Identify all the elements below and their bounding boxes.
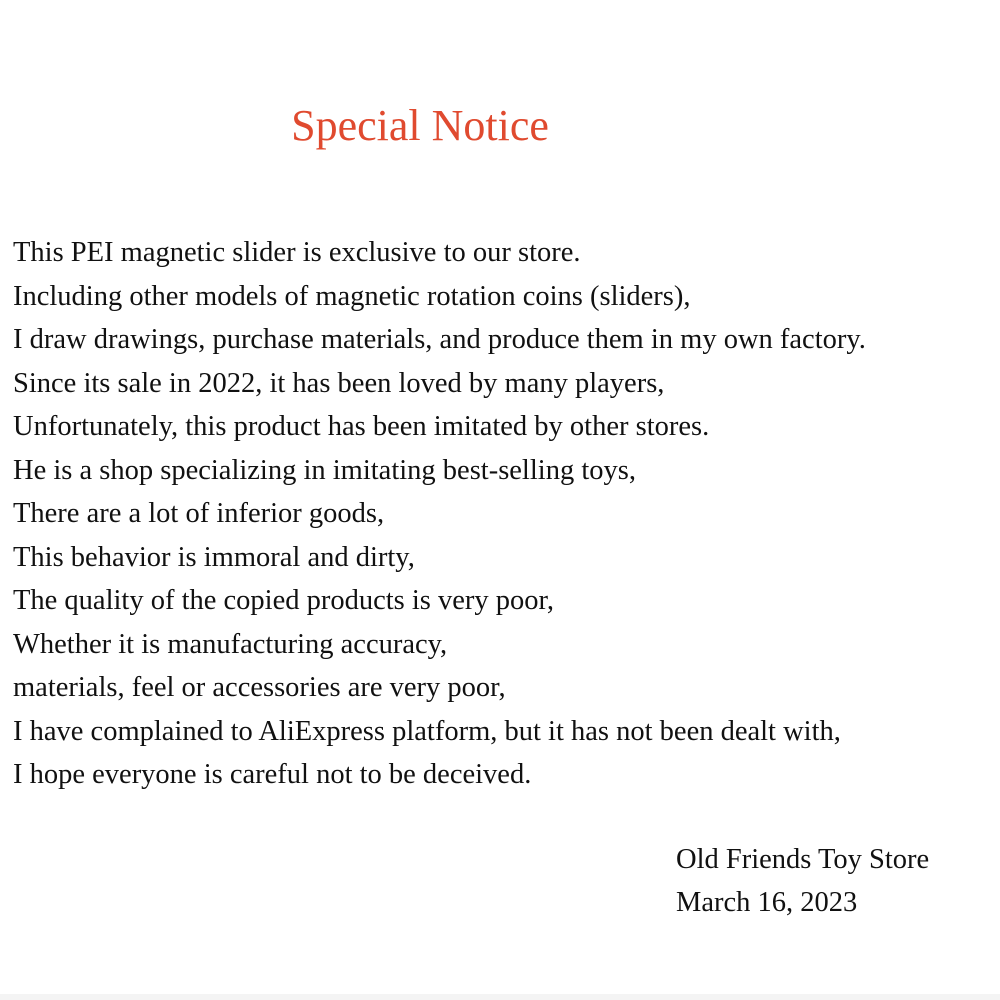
signature-block <box>676 838 929 924</box>
notice-line: Since its sale in 2022, it has been loved by many players, <box>13 367 665 399</box>
notice-line: Unfortunately, this product has been imitated by other stores. <box>13 411 710 442</box>
bottom-divider <box>0 994 1000 1000</box>
notice-body <box>13 231 988 797</box>
notice-line: The quality of the copied products is very poor, <box>13 585 555 616</box>
notice-line: I draw drawings, purchase materials, and produce them in my own factory. <box>13 324 866 355</box>
notice-line: This PEI magnetic slider is exclusive to our store. <box>13 237 581 268</box>
notice-line: There are a lot of inferior goods, <box>13 498 385 529</box>
notice-line: He is a shop specializing in imitating best-selling toys, <box>13 454 636 486</box>
notice-line: This behavior is immoral and dirty, <box>13 541 415 573</box>
notice-line: I hope everyone is careful not to be deceived. <box>13 759 532 790</box>
notice-line: materials, feel or accessories are very poor, <box>13 672 506 703</box>
signature-name: Old Friends Toy Store <box>676 844 930 875</box>
notice-line: I have complained to AliExpress platform, but it has not been dealt with, <box>13 715 841 747</box>
notice-line: Whether it is manufacturing accuracy, <box>13 628 448 660</box>
notice-title: Special Notice <box>291 101 549 150</box>
signature-date: March 16, 2023 <box>676 887 858 918</box>
notice-line: Including other models of magnetic rotation coins (sliders), <box>13 280 691 312</box>
